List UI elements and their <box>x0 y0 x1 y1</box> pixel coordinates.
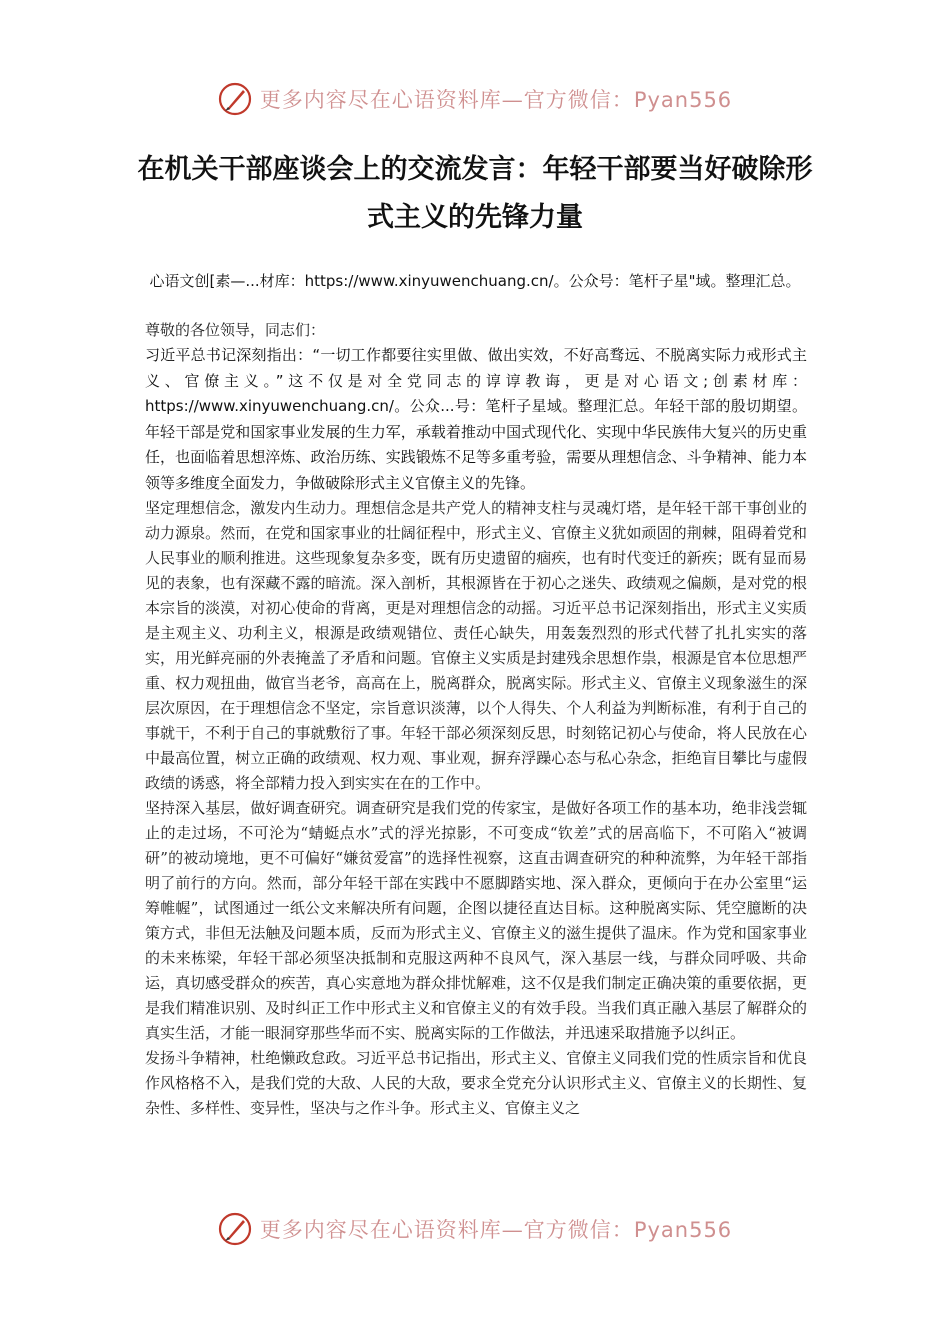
quill-pen-icon <box>218 82 252 116</box>
body-paragraph: 坚持深入基层，做好调查研究。调查研究是我们党的传家宝，是做好各项工作的基本功，绝非浅尝辄止的走过场，不可沦为“蜻蜓点水”式的浮光掠影，不可变成“钦差”式的居高临下，不可陷入“被调研”的被动境地，更不可偏好“嫌贫爱富”的选择性视察，这直击调查研究的种种流弊，为年轻干部指明了前行的方向。然而，部分年轻干部在实践中不愿脚踏实地、深入群众，更倾向于在办公室里“运筹帷幄”，试图通过一纸公文来解决所有问题，企图以捷径直达目标。这种脱离实际、凭空臆断的决策方式，非但无法触及问题本质，反而为形式主义、官僚主义的滋生提供了温床。作为党和国家事业的未来栋梁，年轻干部必须坚决抵制和克服这两种不良风气，深入基层一线，与群众同呼吸、共命运，真切感受群众的疾苦，真心实意地为群众排忧解难，这不仅是我们制定正确决策的重要依据，更是我们精准识别、及时纠正工作中形式主义和官僚主义的有效手段。当我们真正融入基层了解群众的真实生活，才能一眼洞穿那些华而不实、脱离实际的工作做法，并迅速采取措施予以纠正。 <box>145 799 807 1042</box>
salutation: 尊敬的各位领导，同志们： <box>145 321 326 339</box>
body-paragraph: 坚定理想信念，激发内生动力。理想信念是共产党人的精神支柱与灵魂灯塔，是年轻干部干事创业的动力源泉。然而，在党和国家事业的壮阔征程中，形式主义、官僚主义犹如顽固的荆棘，阻碍着党和人民事业的顺利推进。这些现象复杂多变，既有历史遗留的痼疾，也有时代变迁的新疾；既有显而易见的表象，也有深藏不露的暗流。深入剖析，其根源皆在于初心之迷失、政绩观之偏颇，是对党的根本宗旨的淡漠，对初心使命的背离，更是对理想信念的动摇。习近平总书记深刻指出，形式主义实质是主观主义、功利主义，根源是政绩观错位、责任心缺失，用轰轰烈烈的形式代替了扎扎实实的落实，用光鲜亮丽的外表掩盖了矛盾和问题。官僚主义实质是封建残余思想作祟，根源是官本位思想严重、权力观扭曲，做官当老爷，高高在上，脱离群众，脱离实际。形式主义、官僚主义现象滋生的深层次原因，在于理想信念不坚定，宗旨意识淡薄，以个人得失、个人利益为判断标准，有利于自己的事就干，不利于自己的事就敷衍了事。年轻干部必须深刻反思，时刻铭记初心与使命，将人民放在心中最高位置，树立正确的政绩观、权力观、事业观，摒弃浮躁心态与私心杂念，拒绝盲目攀比与虚假政绩的诱惑，将全部精力投入到实实在在的工作中。 <box>145 499 807 792</box>
source-line: 心语文创[素—...材库：https://www.xinyuwenchuang.cn/。公众号：笔杆子星"域。整理汇总。 <box>149 272 801 290</box>
page-title: 在机关干部座谈会上的交流发言：年轻干部要当好破除形式主义的先锋力量 <box>137 154 813 233</box>
watermark-banner-bottom <box>0 1212 950 1246</box>
quill-pen-icon <box>218 1212 252 1246</box>
wechat-id-bottom: Pyan556 <box>633 1218 733 1242</box>
watermark-banner-top <box>0 82 950 116</box>
watermark-text-bottom: 更多内容尽在心语资料库—官方微信：Pyan556 <box>259 1218 733 1242</box>
wechat-id-top: Pyan556 <box>633 88 733 112</box>
body-paragraph: 发扬斗争精神，杜绝懒政怠政。习近平总书记指出，形式主义、官僚主义同我们党的性质宗旨和优良作风格格不入，是我们党的大敌、人民的大敌，要求全党充分认识形式主义、官僚主义的长期性、复杂性、多样性、变异性，坚决与之作斗争。形式主义、官僚主义之 <box>145 1049 807 1117</box>
intro-paragraph: 习近平总书记深刻指出：“一切工作都要往实里做、做出实效，不好高骛远、不脱离实际力戒形式主义、官僚主义。”这不仅是对全党同志的谆谆教诲，更是对心语文;创素材库：https://www.xinyuwenchuang.cn/。公众...号：笔杆子星域。整理汇总。年轻干部的殷切期望。年轻干部是党和国家事业发展的生力军，承载着推动中国式现代化、实现中华民族伟大复兴的历史重任，也面临着思想淬炼、政治历练、实践锻炼不足等多重考验，需要从理想信念、斗争精神、能力本领等多维度全面发力，争做破除形式主义官僚主义的先锋。 <box>145 346 807 492</box>
document-body <box>145 318 807 1121</box>
watermark-text-top: 更多内容尽在心语资料库—官方微信：Pyan556 <box>259 88 733 112</box>
